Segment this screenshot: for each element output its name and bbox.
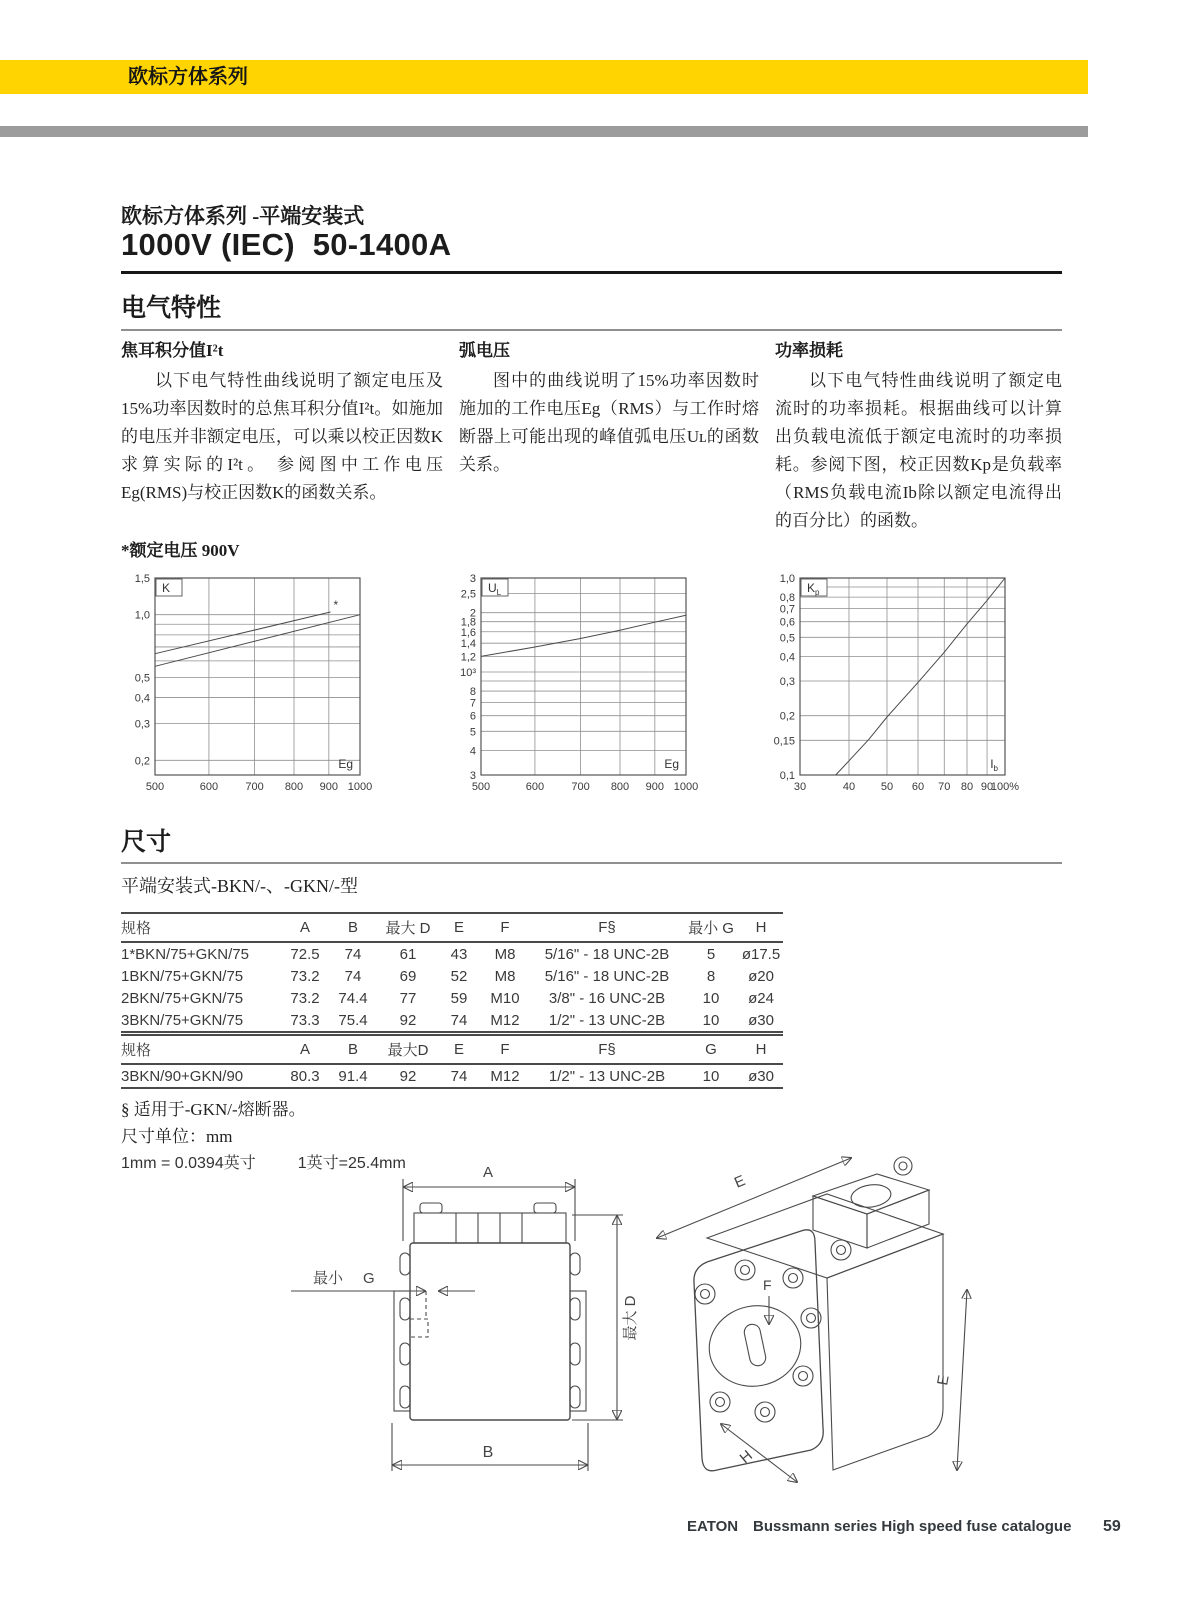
value-cell: 73.3 xyxy=(290,1011,320,1029)
svg-text:0,2: 0,2 xyxy=(779,710,795,723)
value-cell: 74 xyxy=(344,945,362,963)
value-cell: 1/2" - 13 UNC-2B xyxy=(548,1011,666,1029)
column-header: 最小 G xyxy=(683,913,739,942)
spec-cell: 1BKN/75+GKN/75 xyxy=(121,967,244,985)
svg-text:0,6: 0,6 xyxy=(779,616,795,629)
value-cell: 5/16" - 18 UNC-2B xyxy=(544,945,670,963)
svg-text:500: 500 xyxy=(471,781,491,793)
rated-voltage-note: *额定电压 900V xyxy=(121,541,240,560)
electrical-columns xyxy=(121,336,1062,535)
arc-voltage-chart xyxy=(447,570,757,805)
svg-text:7: 7 xyxy=(469,697,476,710)
column-header: A xyxy=(281,913,329,942)
column-header: G xyxy=(683,1035,739,1064)
dim-b-label: B xyxy=(482,1444,494,1461)
dim-d-label: 最大 D xyxy=(622,1295,639,1341)
column-arc-heading: 弧电压 xyxy=(459,341,510,360)
value-cell: 91.4 xyxy=(338,1067,368,1085)
value-cell: ø17.5 xyxy=(741,945,781,963)
column-power-loss xyxy=(775,336,1062,535)
svg-text:0,5: 0,5 xyxy=(134,672,150,685)
fuse-front-plate xyxy=(694,1230,823,1471)
fuse-rib xyxy=(570,1343,580,1365)
value-cell: 77 xyxy=(399,989,417,1007)
column-power-body: 以下电气特性曲线说明了额定电流时的功率损耗。根据曲线可以计算出负载电流低于额定电流时的功率损耗。参阅下图，校正因数Kp是负载率（RMS负载电流Ib除以额定电流得出的百分比）的函数。 xyxy=(775,371,1062,530)
value-cell: 74.4 xyxy=(338,989,368,1007)
product-title: 1000V (IEC) 50-1400A xyxy=(121,227,452,262)
value-cell: 80.3 xyxy=(290,1067,320,1085)
value-cell: ø30 xyxy=(748,1067,774,1085)
svg-text:30: 30 xyxy=(793,781,807,793)
table1-header-row xyxy=(121,913,783,942)
column-header: B xyxy=(329,913,377,942)
fuse-rib xyxy=(400,1298,410,1320)
note-units: 尺寸单位：mm xyxy=(121,1127,233,1146)
column-header: A xyxy=(281,1035,329,1064)
svg-text:500: 500 xyxy=(145,781,165,793)
svg-text:1,5: 1,5 xyxy=(134,573,150,585)
value-cell: M12 xyxy=(490,1067,520,1085)
svg-text:K: K xyxy=(162,581,171,595)
svg-text:800: 800 xyxy=(610,781,630,793)
svg-text:0,1: 0,1 xyxy=(779,770,795,782)
fuse-rib xyxy=(400,1343,410,1365)
fuse-rib xyxy=(400,1386,410,1408)
svg-text:4: 4 xyxy=(469,745,476,758)
column-header: H xyxy=(739,1035,783,1064)
value-cell: 1/2" - 13 UNC-2B xyxy=(548,1067,666,1085)
value-cell: 43 xyxy=(450,945,468,963)
value-cell: 92 xyxy=(399,1011,417,1029)
column-header: 最大D xyxy=(377,1035,439,1064)
column-joule-heading: 焦耳积分值I²t xyxy=(121,341,224,360)
column-joule-body: 以下电气特性曲线说明了额定电压及15%功率因数时的总焦耳积分值I²t。如施加的电压并非额定电压，可以乘以校正因数K求算实际的I²t。 参阅图中工作电压Eg(RMS)与校正因数K的函数关系。 xyxy=(121,371,443,502)
table-row xyxy=(121,987,783,1009)
table-row xyxy=(121,942,783,965)
fuse-side-face xyxy=(827,1234,943,1470)
value-cell: 3/8" - 16 UNC-2B xyxy=(548,989,666,1007)
dimensions-rule xyxy=(121,862,1062,864)
dim-e-top-label: E xyxy=(731,1172,748,1192)
fuse-top-bolt xyxy=(420,1203,442,1213)
value-cell: 73.2 xyxy=(290,989,320,1007)
value-cell: 10 xyxy=(702,1067,720,1085)
svg-text:900: 900 xyxy=(645,781,665,793)
value-cell: 8 xyxy=(706,967,716,985)
value-cell: M8 xyxy=(494,967,516,985)
fuse-body xyxy=(410,1243,570,1420)
svg-text:1000: 1000 xyxy=(673,781,699,793)
dim-h-label: H xyxy=(736,1447,756,1468)
footer-brand: EATON xyxy=(687,1518,739,1535)
spec-cell: 2BKN/75+GKN/75 xyxy=(121,989,244,1007)
spec-cell: 3BKN/90+GKN/90 xyxy=(121,1067,244,1085)
svg-text:8: 8 xyxy=(469,686,476,699)
note-gkn: § 适用于-GKN/-熔断器。 xyxy=(121,1100,306,1119)
svg-text:40: 40 xyxy=(842,781,856,793)
svg-text:5: 5 xyxy=(469,726,476,739)
fuse-rib xyxy=(400,1253,410,1275)
svg-text:2: 2 xyxy=(469,607,476,620)
svg-text:800: 800 xyxy=(284,781,304,793)
svg-text:0,15: 0,15 xyxy=(773,735,795,748)
value-cell: 61 xyxy=(399,945,417,963)
svg-text:1,0: 1,0 xyxy=(779,573,795,585)
column-header: F§ xyxy=(531,913,683,942)
dim-a-label: A xyxy=(482,1164,494,1181)
dim-g-label: G xyxy=(363,1270,375,1287)
value-cell: ø24 xyxy=(748,989,774,1007)
svg-text:0,7: 0,7 xyxy=(779,603,795,616)
value-cell: ø30 xyxy=(748,1011,774,1029)
svg-text:900: 900 xyxy=(319,781,339,793)
svg-text:UL: $U_L$ xyxy=(488,581,502,597)
value-cell: 72.5 xyxy=(290,945,320,963)
svg-text:80: 80 xyxy=(960,781,974,793)
svg-text:100%: 100% xyxy=(990,781,1020,793)
accent-bar xyxy=(0,126,1088,137)
dimensions-table-1 xyxy=(121,912,783,1033)
note-inch-to-mm: 1英寸=25.4mm xyxy=(297,1155,406,1172)
fuse-side-plate xyxy=(394,1291,410,1411)
value-cell: M8 xyxy=(494,945,516,963)
plate-bolts xyxy=(695,1260,821,1422)
front-view-drawing xyxy=(283,1133,653,1488)
svg-text:1,2: 1,2 xyxy=(460,651,476,664)
svg-text:6: 6 xyxy=(469,710,476,723)
value-cell: 10 xyxy=(702,1011,720,1029)
center-boss xyxy=(702,1297,809,1394)
svg-text:600: 600 xyxy=(199,781,219,793)
fuse-side-plate xyxy=(570,1291,586,1411)
svg-text:2,5: 2,5 xyxy=(460,588,476,601)
table-row xyxy=(121,1009,783,1032)
svg-text:0,3: 0,3 xyxy=(779,676,795,689)
svg-text:Ib: $I_b$ xyxy=(990,757,998,773)
table-row xyxy=(121,1064,783,1088)
table2-header-row xyxy=(121,1035,783,1064)
section-dimensions-title: 尺寸 xyxy=(121,829,172,856)
svg-text:1,6: 1,6 xyxy=(460,626,476,639)
svg-text:90: 90 xyxy=(980,781,994,793)
iso-view-drawing xyxy=(645,1118,1035,1508)
svg-text:600: 600 xyxy=(525,781,545,793)
value-cell: 52 xyxy=(450,967,468,985)
svg-text:3: 3 xyxy=(469,573,476,585)
value-cell: 74 xyxy=(450,1011,468,1029)
column-header: E xyxy=(439,913,479,942)
series-banner xyxy=(0,60,1088,94)
column-header: F§ xyxy=(531,1035,683,1064)
column-header: B xyxy=(329,1035,377,1064)
svg-text:1,4: 1,4 xyxy=(460,638,476,651)
fuse-rib xyxy=(570,1253,580,1275)
k-factor-chart xyxy=(121,570,431,805)
spec-cell: 3BKN/75+GKN/75 xyxy=(121,1011,244,1029)
value-cell: 69 xyxy=(399,967,417,985)
series-banner-label: 欧标方体系列 xyxy=(128,66,248,88)
mounting-type-subtitle: 平端安装式-BKN/-、-GKN/-型 xyxy=(121,876,358,896)
section-electrical-title: 电气特性 xyxy=(121,295,222,322)
column-header: 最大 D xyxy=(377,913,439,942)
mounting-hole-dashed xyxy=(410,1319,428,1337)
value-cell: ø20 xyxy=(748,967,774,985)
svg-text:700: 700 xyxy=(245,781,264,793)
column-arc-body: 图中的曲线说明了15%功率因数时施加的工作电压Eg（RMS）与工作时熔断器上可能出现的峰值弧电压Uʟ的函数关系。 xyxy=(459,371,759,474)
value-cell: M10 xyxy=(490,989,520,1007)
value-cell: 74 xyxy=(344,967,362,985)
svg-text:1,8: 1,8 xyxy=(460,616,476,629)
svg-text:3: 3 xyxy=(469,770,476,782)
svg-text:Eg: Eg xyxy=(664,757,679,771)
svg-text:0,3: 0,3 xyxy=(134,718,150,731)
column-header: E xyxy=(439,1035,479,1064)
column-joule-integral xyxy=(121,336,443,535)
column-header: H xyxy=(739,913,783,942)
svg-text:0,4: 0,4 xyxy=(134,692,150,705)
value-cell: 5 xyxy=(706,945,716,963)
electrical-rule xyxy=(121,329,1062,331)
column-arc-voltage xyxy=(459,336,759,535)
fuse-top-bolt xyxy=(534,1203,556,1213)
value-cell: 74 xyxy=(450,1067,468,1085)
svg-text:700: 700 xyxy=(571,781,590,793)
svg-text:10³: 10³ xyxy=(460,666,476,679)
top-terminal xyxy=(813,1157,929,1260)
title-rule xyxy=(121,271,1062,274)
svg-text:70: 70 xyxy=(938,781,951,793)
fuse-rib xyxy=(570,1386,580,1408)
svg-text:1000: 1000 xyxy=(347,781,373,793)
column-power-heading: 功率损耗 xyxy=(775,341,843,360)
svg-text:*: * xyxy=(333,598,339,613)
column-header: 规格 xyxy=(121,913,281,942)
power-loss-chart xyxy=(766,570,1076,805)
svg-text:0,5: 0,5 xyxy=(779,632,795,645)
center-slot xyxy=(743,1323,767,1367)
spec-cell: 1*BKN/75+GKN/75 xyxy=(121,945,249,963)
fuse-cap xyxy=(414,1213,566,1243)
value-cell: 10 xyxy=(702,989,720,1007)
value-cell: 59 xyxy=(450,989,468,1007)
dim-min-label: 最小 xyxy=(313,1270,344,1287)
value-cell: 5/16" - 18 UNC-2B xyxy=(544,967,670,985)
svg-text:Kp: $K_p$ xyxy=(807,581,820,597)
product-subtitle: 欧标方体系列 -平端安装式 xyxy=(121,204,365,228)
value-cell: 92 xyxy=(399,1067,417,1085)
page-number: 59 xyxy=(1103,1518,1121,1535)
note-mm-to-inch: 1mm = 0.0394英寸 xyxy=(121,1155,256,1172)
value-cell: 73.2 xyxy=(290,967,320,985)
column-header: F xyxy=(479,1035,531,1064)
table-row xyxy=(121,965,783,987)
svg-text:50: 50 xyxy=(880,781,894,793)
svg-text:1,0: 1,0 xyxy=(134,609,150,622)
svg-text:0,4: 0,4 xyxy=(779,651,795,664)
footer-title: Bussmann series High speed fuse catalogue xyxy=(753,1518,1072,1535)
value-cell: 75.4 xyxy=(338,1011,368,1029)
dimensions-table-2 xyxy=(121,1034,783,1089)
svg-text:60: 60 xyxy=(911,781,925,793)
fuse-top-face xyxy=(707,1194,943,1278)
dim-f-label: F xyxy=(763,1277,772,1293)
fuse-rib xyxy=(570,1298,580,1320)
svg-text:0,8: 0,8 xyxy=(779,592,795,605)
column-header: 规格 xyxy=(121,1035,281,1064)
svg-text:0,2: 0,2 xyxy=(134,755,150,768)
column-header: F xyxy=(479,913,531,942)
dim-e-side-label: E xyxy=(934,1373,953,1387)
svg-text:Eg: Eg xyxy=(338,757,353,771)
value-cell: M12 xyxy=(490,1011,520,1029)
